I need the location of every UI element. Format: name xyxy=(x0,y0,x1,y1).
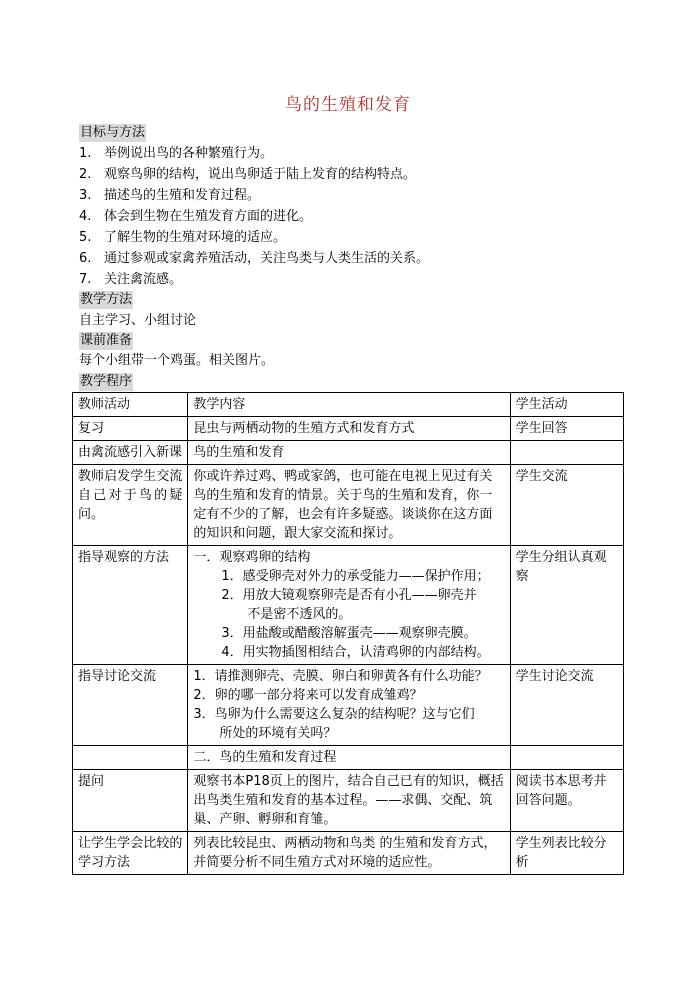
teacher-cell xyxy=(73,746,188,770)
table-header-row xyxy=(73,393,624,417)
header-teacher: 教师活动 xyxy=(73,393,188,417)
student-cell: 学生回答 xyxy=(510,417,623,441)
student-cell: 阅读书本思考并回答问题。 xyxy=(510,770,623,832)
teacher-cell: 指导观察的方法 xyxy=(73,546,188,665)
content-cell xyxy=(188,665,510,746)
student-cell: 学生交流 xyxy=(510,465,623,546)
objective-item: 5. 了解生物的生殖对环境的适应。 xyxy=(79,230,287,245)
list-item: 1．请推测卵壳、壳膜、卵白和卵黄各有什么功能？ xyxy=(193,669,488,684)
objective-item: 7. 关注禽流感。 xyxy=(79,272,183,287)
teacher-cell: 教师启发学生交流自己对于鸟的疑问。 xyxy=(73,465,188,546)
table-row xyxy=(73,465,624,546)
student-cell xyxy=(510,746,623,770)
list-item: 2．用放大镜观察卵壳是否有小孔——卵壳并 xyxy=(221,588,477,603)
table-row xyxy=(73,417,624,441)
prep-text: 每个小组带一个鸡蛋。相关图片。 xyxy=(79,353,275,368)
page-title: 鸟的生殖和发育 xyxy=(285,95,411,115)
table-row xyxy=(73,665,624,746)
content-cell: 昆虫与两栖动物的生殖方式和发育方式 xyxy=(188,417,510,441)
student-cell: 学生列表比较分析 xyxy=(510,832,623,875)
list-item: 3．鸟卵为什么需要这么复杂的结构呢？这与它们 xyxy=(193,707,475,722)
table-row xyxy=(73,746,624,770)
section-title: 一．观察鸡卵的结构 xyxy=(193,550,311,565)
content-cell: 二．鸟的生殖和发育过程 xyxy=(188,746,510,770)
list-item-continuation: 不是密不透风的。 xyxy=(247,607,352,622)
teacher-cell: 提问 xyxy=(73,770,188,832)
list-item: 1．感受卵壳对外力的承受能力——保护作用； xyxy=(221,569,490,584)
list-item-continuation: 所处的环境有关吗？ xyxy=(219,726,337,741)
header-student: 学生活动 xyxy=(510,393,623,417)
student-cell xyxy=(510,441,623,465)
method-text: 自主学习、小组讨论 xyxy=(79,313,197,328)
list-item: 2．卵的哪一部分将来可以发育成雏鸡？ xyxy=(193,688,423,703)
content-cell xyxy=(188,546,510,665)
teacher-cell: 指导讨论交流 xyxy=(73,665,188,746)
list-item: 3．用盐酸或醋酸溶解蛋壳——观察卵壳膜。 xyxy=(221,626,477,641)
teacher-cell: 复习 xyxy=(73,417,188,441)
objective-item: 3. 描述鸟的生殖和发育过程。 xyxy=(79,188,261,203)
objective-item: 6. 通过参观或家禽养殖活动，关注鸟类与人类生活的关系。 xyxy=(79,251,430,266)
student-cell: 学生讨论交流 xyxy=(510,665,623,746)
table-row xyxy=(73,770,624,832)
student-cell: 学生分组认真观察 xyxy=(510,546,623,665)
method-heading: 教学方法 xyxy=(80,292,133,307)
procedure-heading: 教学程序 xyxy=(80,374,133,389)
prep-heading: 课前准备 xyxy=(80,333,133,348)
table-row xyxy=(73,546,624,665)
teacher-cell: 由禽流感引入新课 xyxy=(73,441,188,465)
objective-item: 1. 举例说出鸟的各种繁殖行为。 xyxy=(79,146,274,161)
objectives-heading: 目标与方法 xyxy=(80,125,146,140)
table-row xyxy=(73,832,624,875)
procedure-table xyxy=(72,392,624,875)
content-cell: 鸟的生殖和发育 xyxy=(188,441,510,465)
header-content: 教学内容 xyxy=(188,393,510,417)
teacher-cell: 让学生学会比较的学习方法 xyxy=(73,832,188,875)
table-row xyxy=(73,441,624,465)
content-cell: 观察书本P18页上的图片，结合自己已有的知识，概括出鸟类生殖和发育的基本过程。——求偶、交配、筑巢、产卵、孵卵和育雏。 xyxy=(188,770,510,832)
objective-item: 2. 观察鸟卵的结构，说出鸟卵适于陆上发育的结构特点。 xyxy=(79,167,417,182)
content-cell: 你或许养过鸡、鸭或家鸽，也可能在电视上见过有关鸟的生殖和发育的情景。关于鸟的生殖和发育，你一定有不少的了解，也会有许多疑惑。谈谈你在这方面的知识和问题，跟大家交流和探讨。 xyxy=(188,465,510,546)
objective-item: 4. 体会到生物在生殖发育方面的进化。 xyxy=(79,209,313,224)
content-cell: 列表比较昆虫、两栖动物和鸟类 的生殖和发育方式，并简要分析不同生殖方式对环境的适应性。 xyxy=(188,832,510,875)
list-item: 4．用实物插图相结合，认清鸡卵的内部结构。 xyxy=(221,645,490,660)
